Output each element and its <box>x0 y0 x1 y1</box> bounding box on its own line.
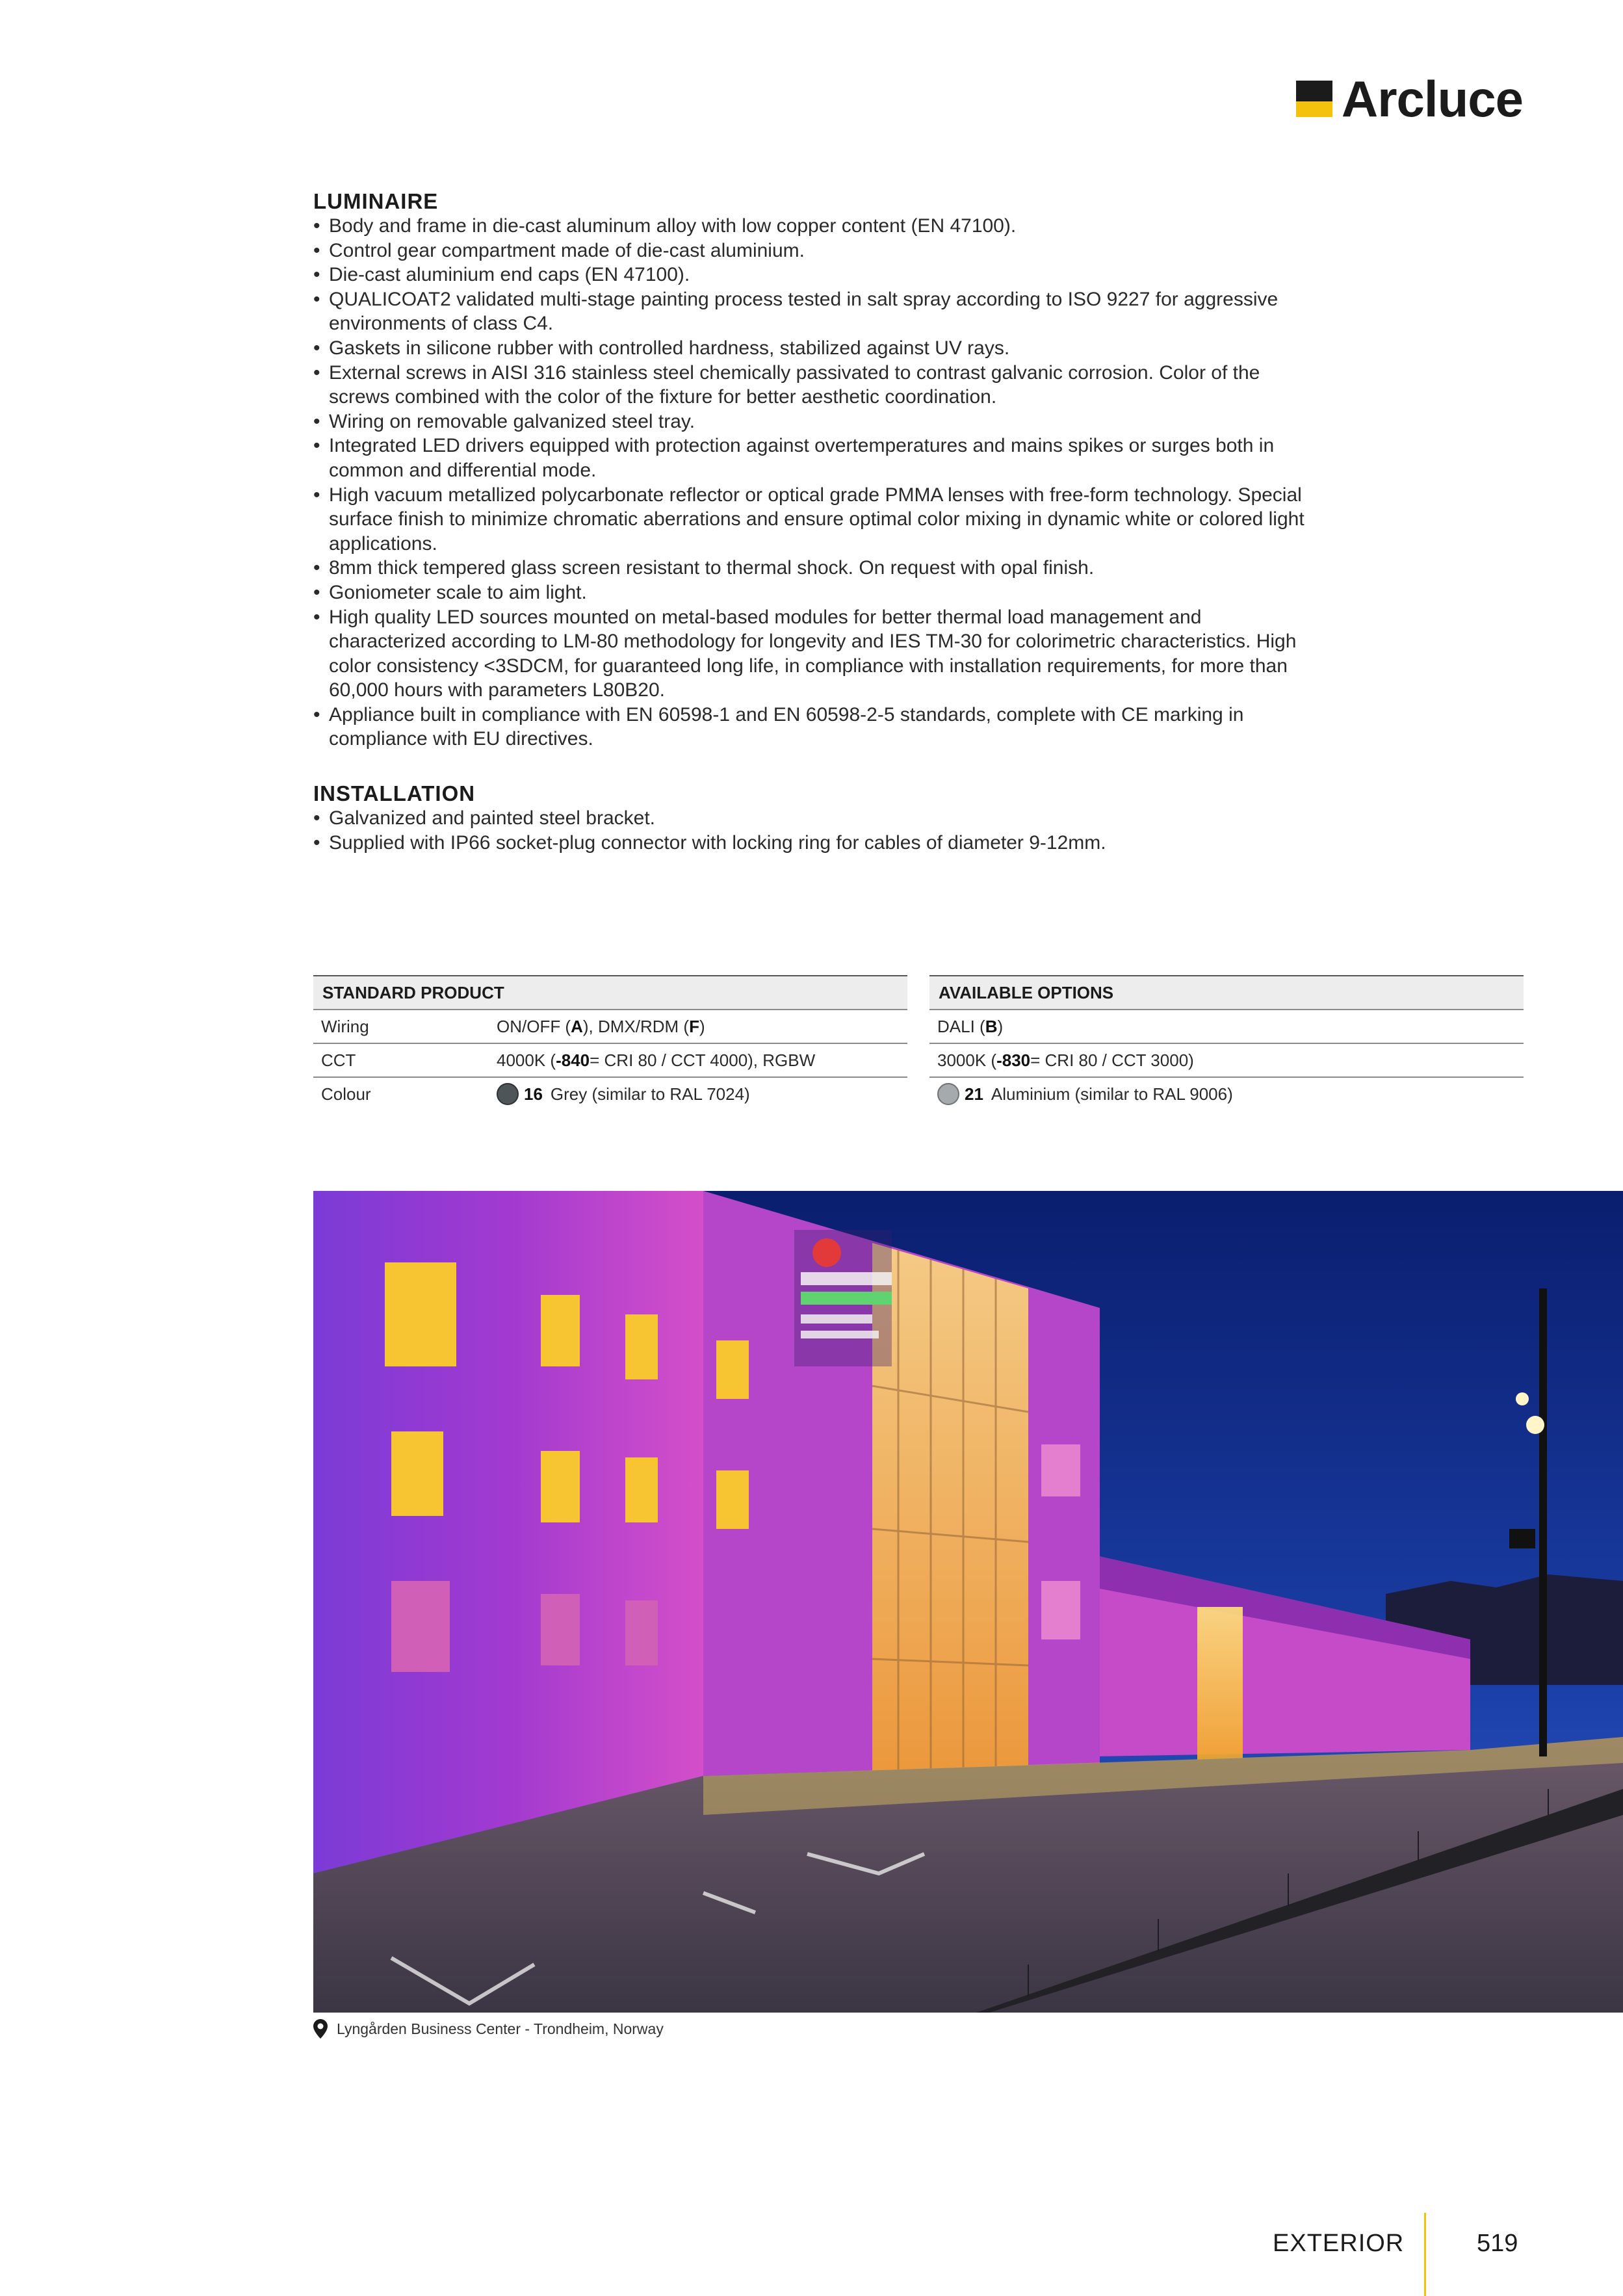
footer-section-label: EXTERIOR <box>1273 2230 1405 2257</box>
caption-text: Lyngården Business Center - Trondheim, Norway <box>337 2020 664 2037</box>
list-item: • Body and frame in die-cast aluminum alloy with low copper content (EN 47100). <box>313 214 1314 239</box>
photo-caption <box>313 2019 664 2039</box>
table-row <box>313 1009 907 1043</box>
list-item: • Die-cast aluminium end caps (EN 47100). <box>313 263 1314 287</box>
luminaire-list <box>313 214 1314 751</box>
standard-product-heading: STANDARD PRODUCT <box>313 975 907 1009</box>
list-item: • Control gear compartment made of die-cast aluminium. <box>313 239 1314 263</box>
list-item: • Galvanized and painted steel bracket. <box>313 806 1314 831</box>
location-pin-icon <box>313 2019 328 2039</box>
logo-mark-icon <box>1296 81 1332 117</box>
logo-text: Arcluce <box>1341 70 1523 127</box>
list-item: • 8mm thick tempered glass screen resistant to thermal shock. On request with opal finish. <box>313 556 1314 581</box>
aluminium-swatch-icon <box>937 1083 959 1105</box>
available-options-table <box>929 975 1524 1110</box>
colour-label: Colour <box>321 1084 371 1104</box>
luminaire-section <box>313 189 1314 751</box>
page-number: 519 <box>1477 2230 1518 2257</box>
wiring-option: DALI ( B ) <box>937 1016 1004 1036</box>
list-item: • High quality LED sources mounted on metal-based modules for better thermal load management and characterized according to LM-80 methodology for longevity and IES TM-30 for colorimetric characteristics. High color consistency <3SDCM, for guaranteed long life, in compliance with installation requirements, for more than 60,000 hours with parameters L80B20. <box>313 605 1314 703</box>
wiring-label: Wiring <box>321 1016 369 1036</box>
list-item: • Supplied with IP66 socket-plug connector with locking ring for cables of diameter 9-12mm. <box>313 831 1314 855</box>
colour-value: 16 Grey (similar to RAL 7024) <box>497 1083 750 1105</box>
list-item: • External screws in AISI 316 stainless steel chemically passivated to contrast galvanic corrosion. Color of the screws combined with the color of the fixture for better aesthetic coordination. <box>313 361 1314 410</box>
installation-section <box>313 781 1314 855</box>
list-item: • Appliance built in compliance with EN 60598-1 and EN 60598-2-5 standards, complete with CE marking in compliance with EU directives. <box>313 703 1314 751</box>
grey-swatch-icon <box>497 1083 519 1105</box>
footer-divider <box>1424 2213 1426 2296</box>
table-row <box>313 1076 907 1110</box>
cct-option: 3000K ( -830 = CRI 80 / CCT 3000) <box>937 1050 1194 1070</box>
wiring-value: ON/OFF ( A ), DMX/RDM ( F ) <box>497 1016 705 1036</box>
table-row <box>929 1009 1524 1043</box>
list-item: • Gaskets in silicone rubber with controlled hardness, stabilized against UV rays. <box>313 336 1314 361</box>
list-item: • Integrated LED drivers equipped with protection against overtemperatures and mains spikes or surges both in common and differential mode. <box>313 434 1314 482</box>
list-item: • Wiring on removable galvanized steel tray. <box>313 410 1314 434</box>
list-item: • High vacuum metallized polycarbonate reflector or optical grade PMMA lenses with free-form technology. Special surface finish to minimize chromatic aberrations and ensure optimal color mixing in dynamic white or colored light applications. <box>313 483 1314 556</box>
table-row <box>313 1043 907 1076</box>
available-options-heading: AVAILABLE OPTIONS <box>929 975 1524 1009</box>
arcluce-logo <box>1296 70 1523 127</box>
cct-value: 4000K ( -840 = CRI 80 / CCT 4000), RGBW <box>497 1050 816 1070</box>
list-item: • QUALICOAT2 validated multi-stage painting process tested in salt spray according to ISO 9227 for aggressive environments of class C4. <box>313 287 1314 336</box>
colour-option: 21 Aluminium (similar to RAL 9006) <box>929 1083 1233 1105</box>
luminaire-heading: LUMINAIRE <box>313 189 439 213</box>
table-row <box>929 1043 1524 1076</box>
list-item: • Goniometer scale to aim light. <box>313 581 1314 605</box>
installation-heading: INSTALLATION <box>313 781 476 805</box>
standard-product-table <box>313 975 907 1110</box>
building-photo <box>313 1191 1623 2013</box>
installation-list <box>313 806 1314 855</box>
cct-label: CCT <box>321 1050 356 1070</box>
table-row <box>929 1076 1524 1110</box>
